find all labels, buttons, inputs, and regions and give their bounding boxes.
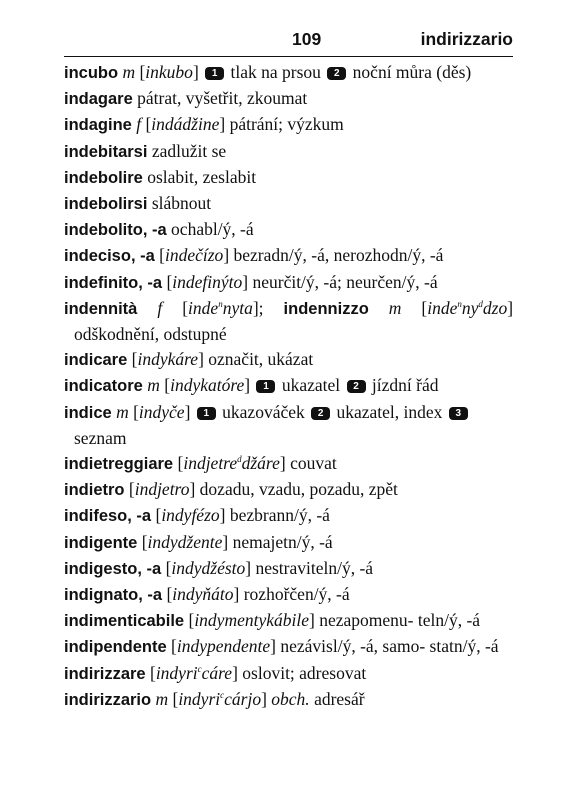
headword-2: indennizzo <box>283 299 369 318</box>
entry-indipendente: indipendente [indypendente] nezávisl/ý, -á, samo- statn/ý, -á <box>64 636 499 657</box>
pronunciation: inkubo <box>145 62 193 82</box>
feminine-suffix: , -a <box>142 221 167 240</box>
pronunciation: indečízo <box>164 245 224 266</box>
translation: odškodnění, odstupné <box>74 324 227 345</box>
pronunciation: indefinýto <box>172 271 243 292</box>
pronunciation: indyňáto <box>172 584 234 605</box>
pronunciation: indykáre <box>137 349 199 370</box>
entry-indirizzario: indirizzario m [indyri$^c$cárjo] obch. adresář <box>64 688 365 709</box>
headword: indirizzario <box>64 690 152 709</box>
feminine-suffix: , -a <box>137 559 162 578</box>
entry-indigesto: indigesto, -a [indydžésto] nestravitel​n/ý, -á <box>64 557 374 578</box>
translation: nezapomenu- teln/ý, -á <box>319 610 481 631</box>
translation: rozhořčen/ý, -á <box>243 584 350 605</box>
pronunciation: indymentykábile <box>194 610 309 631</box>
translation: pátrat, vyšetřit, zkoumat <box>132 88 308 109</box>
headword: indeciso <box>64 247 131 266</box>
sense-text: ukazatel, index <box>332 401 447 422</box>
entry-indignato: indignato, -a [indyňáto] rozhořčen/ý, -á <box>64 584 350 605</box>
headword: indignato <box>64 586 139 605</box>
page-header <box>64 26 513 57</box>
grammar-label: m <box>388 297 402 318</box>
translation: nemajetn/ý, -á <box>232 531 333 552</box>
entry-indirizzare: indirizzare [indyri$^c$cáre] oslovit; adresovat <box>64 662 367 683</box>
entry-indebolirsi <box>64 191 513 217</box>
grammar-label: m <box>116 401 129 422</box>
headword: indietro <box>64 481 125 500</box>
sense-text: seznam <box>74 427 127 448</box>
entry-indicatore: indicatore m [indykatóre] 1 ukazatel 2 jízdní řád <box>64 375 439 396</box>
grammar-label: f <box>136 114 142 135</box>
entry-indietreggiare: indietreggiare [indjetre$^d$džáre] couvat <box>64 453 337 474</box>
translation: pátrání; výzkum <box>229 114 344 135</box>
entry-indimenticabile: indimenticabile [indymentykábile] nezapomenu- teln/ý, -á <box>64 610 481 631</box>
guide-word: indirizzario <box>420 29 513 49</box>
entry-indennita: indennità f [inde$^n$nyta]; indennizzo m $[inde^nny^ddzo]$ odškodnění, odstupné <box>64 297 514 345</box>
grammar-label: f <box>157 297 163 318</box>
entry-indebitarsi <box>64 139 513 165</box>
headword: indimenticabile <box>64 612 185 631</box>
headword: indifeso <box>64 507 128 526</box>
translation: dozadu, vzadu, pozadu, zpět <box>199 479 398 500</box>
pronunciation: indypendente <box>176 636 271 657</box>
translation: couvat <box>290 453 337 474</box>
entry-indebolire <box>64 165 513 191</box>
sense-number-1: 1 <box>205 67 224 80</box>
headword: indebitarsi <box>64 142 148 161</box>
translation: zadlužit se <box>147 140 227 161</box>
headword: indirizzare <box>64 664 146 683</box>
feminine-suffix: , -a <box>138 273 163 292</box>
page-number: 109 <box>292 29 322 49</box>
headword: indennità <box>64 299 138 318</box>
pronunciation: indyri$^c$cárjo <box>178 688 262 709</box>
pronunciation: indydžésto <box>171 557 246 578</box>
sense-text: tlak na prsou <box>226 62 326 82</box>
entry-indice: indice m [indyče] 1 ukazováček 2 ukazatel, index 3 seznam <box>64 400 513 451</box>
entry-indifeso: indifeso, -a [indyfézo] bezbrann/ý, -á <box>64 505 330 526</box>
entry-indefinito: indefinito, -a [indefinýto] neurčit/ý, -á; neurčen/ý, -á <box>64 271 438 292</box>
translation: bezbrann/ý, -á <box>229 505 330 526</box>
pronunciation: indykatóre <box>170 375 245 396</box>
pronunciation: indydžente <box>147 531 223 552</box>
pronunciation: indyče <box>138 401 185 422</box>
entry-indagare <box>64 86 513 112</box>
entry-indicare: indicare [indykáre] označit, ukázat <box>64 349 314 370</box>
translation: bezradn/ý, -á, nerozhodn/ý, -á <box>233 245 444 266</box>
translation: adresář <box>309 688 365 709</box>
entry-indeciso: indeciso, -a [indečízo] bezradn/ý, -á, nerozhodn/ý, -á <box>64 245 444 266</box>
translation: oslabit, zeslabit <box>142 166 257 187</box>
entry-incubo: incubo m [inkubo] 1 tlak na prsou 2 noční můra (děs) <box>64 62 472 82</box>
feminine-suffix: , -a <box>130 247 155 266</box>
entry-indagine: indagine f [indádžine] pátrání; výzkum <box>64 114 344 135</box>
headword: indicare <box>64 351 128 370</box>
translation: nestravitel​n/ý, -á <box>255 557 374 578</box>
sense-number-2: 2 <box>347 380 366 393</box>
headword: indebolirsi <box>64 195 148 214</box>
headword: indipendente <box>64 638 167 657</box>
pronunciation: inde$^n$nyta <box>188 297 253 318</box>
translation: neurčit/ý, -á; neurčen/ý, -á <box>252 271 438 292</box>
headword: indigesto <box>64 559 138 578</box>
sense-text: jízdní řád <box>367 375 439 396</box>
pronunciation: indyri$^c$cáre <box>155 662 233 683</box>
headword: indebolire <box>64 168 143 187</box>
feminine-suffix: , -a <box>127 507 152 526</box>
entry-indietro: indietro [indjetro] dozadu, vzadu, pozadu, zpět <box>64 479 398 500</box>
pronunciation: indádžine <box>151 114 220 135</box>
sense-text: ukazováček <box>217 401 310 422</box>
sense-number-1: 1 <box>197 407 216 420</box>
domain-label: obch. <box>271 688 310 709</box>
grammar-label: m <box>122 62 136 82</box>
headword: indagare <box>64 90 133 109</box>
sense-number-2: 2 <box>311 407 330 420</box>
headword: indietreggiare <box>64 455 174 474</box>
sense-text: noční můra (děs) <box>348 62 472 82</box>
pronunciation: indyfézo <box>161 505 220 526</box>
headword: indigente <box>64 533 138 552</box>
sense-number-2: 2 <box>327 67 346 80</box>
headword: indicatore <box>64 377 143 396</box>
translation: oslovit; adresovat <box>242 662 367 683</box>
translation: ochabl/ý, -á <box>166 219 254 240</box>
pronunciation: indjetro <box>134 479 190 500</box>
sense-number-1: 1 <box>256 380 275 393</box>
headword: indebolito <box>64 221 143 240</box>
headword: incubo <box>64 64 119 82</box>
entry-indebolito <box>64 217 513 243</box>
translation: nezávisl/ý, -á, samo- statn/ý, -á <box>280 636 499 657</box>
sense-text: ukazatel <box>277 375 345 396</box>
entry-indigente: indigente [indydžente] nemajetn/ý, -á <box>64 531 333 552</box>
grammar-label: m <box>155 688 169 709</box>
grammar-label: m <box>147 375 160 396</box>
translation: slábnout <box>147 193 212 214</box>
feminine-suffix: , -a <box>138 586 163 605</box>
headword: indagine <box>64 116 132 135</box>
sense-number-3: 3 <box>449 407 468 420</box>
translation: označit, ukázat <box>208 349 314 370</box>
pronunciation: $inde^nny^ddzo$ <box>427 297 508 318</box>
headword: indefinito <box>64 273 139 292</box>
pronunciation: indjetre$^d$džáre <box>183 453 280 474</box>
entry-list <box>64 60 513 713</box>
headword: indice <box>64 403 112 422</box>
